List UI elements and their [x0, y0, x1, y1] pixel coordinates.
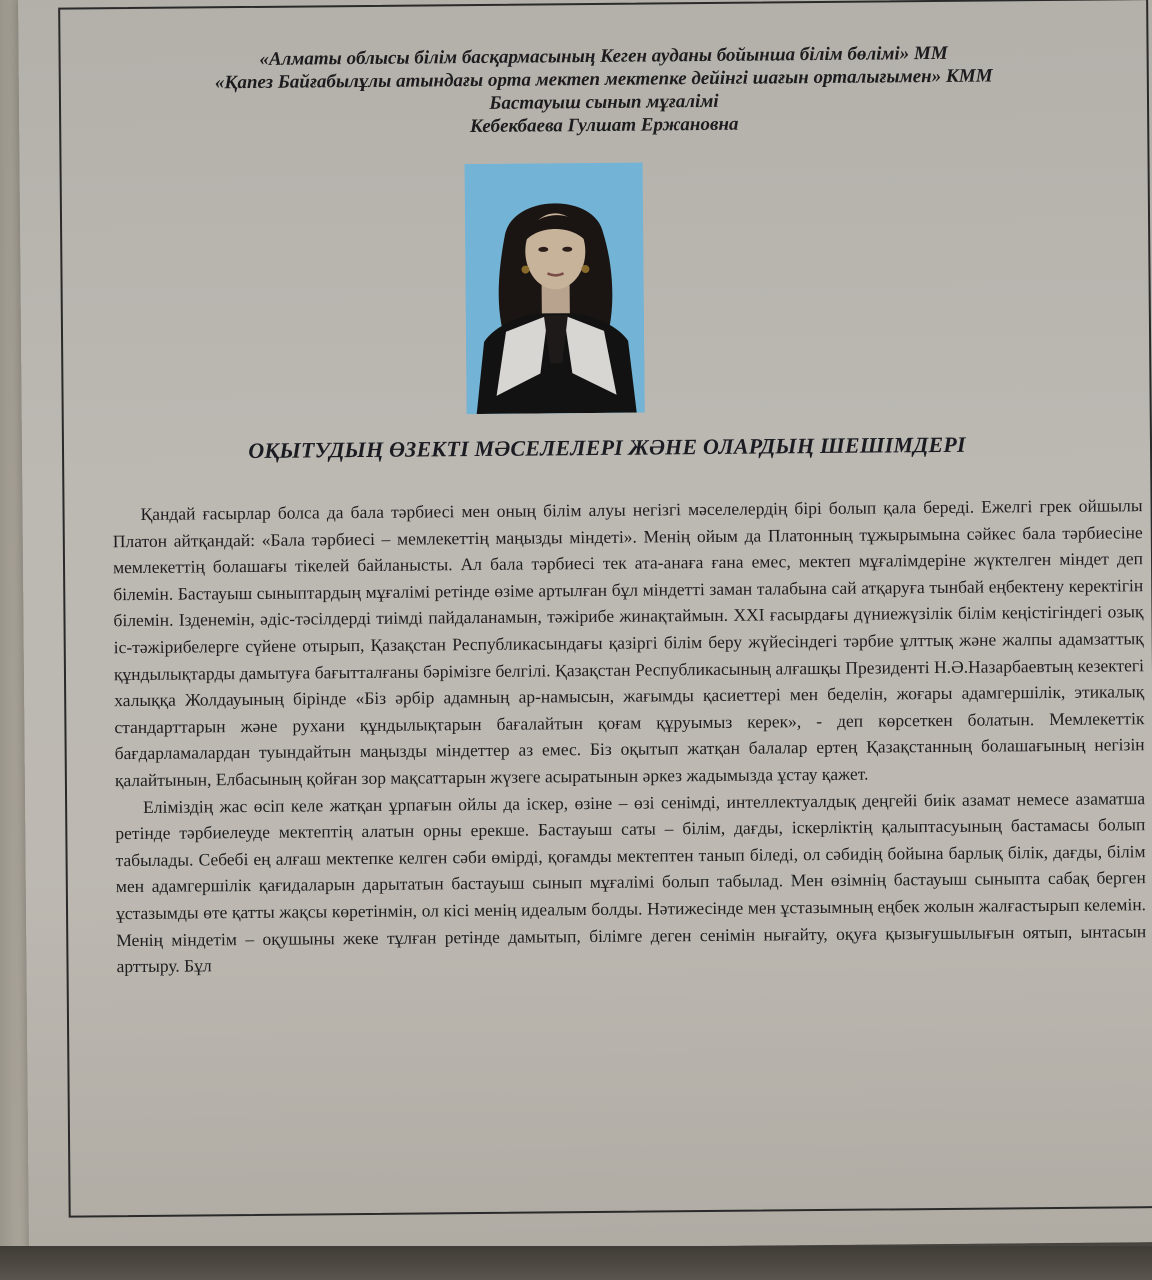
header-organization-line: «Алматы облысы білім басқармасының Кеген ауданы бойынша білім бөлімі» ММ [259, 42, 948, 70]
author-header [59, 40, 1150, 142]
body-paragraph-1: Қандай ғасырлар болса да бала тәрбиесі мен оның білім алуы негізгі мәселелердің бірі болып қала береді. Ежелгі грек ойшылы Платон айтқандай: «Бала тәрбиесі – мемлекеттің маңызды міндеті». Менің ойым да Платонның тұжырымына сәйкес бала тәрбиесіне мемлекеттің болашағы тікелей байланысты. Ал бала тәрбиесі тек ата-анаға ғана емес, мектеп мұғалімдеріне жүктелген міндет деп білемін. Бастауыш сыныптардың мұғалімі ретінде өзіме артылған бұл міндетті заман талабына сай атқаруға тынбай еңбектену керектігін білемін. Ізденемін, әдіс-тәсілдерді тиімді пайдаланамын, тәжірибе жинақтаймын. XXI ғасырдағы дүниежүзілік білім кеңістігіндегі озық іс-тәжірибелерге сүйене отырып, Қазақстан Республикасындағы қазіргі білім беру жүйесіндегі тәрбие ұлттық және жалпы адамзаттық құндылықтарды дамытуға бағытталғаны бәрімізге белгілі. Қазақстан Республикасының алғашқы Президенті Н.Ә.Назарбаевтың кезектегі халыққа Жолдауының бірінде «Біз әрбір адамның ар-намысын, жағымды қасиеттері мен беделін, жоғары адамгершілік, этикалық стандарттарын және рухани құндылықтарын бағалайтын қоғам құруымыз керек», - деп көрсеткен болатын. Мемлекеттік бағдарламалардан туындайтын маңызды міндеттер аз емес. Біз оқытып жатқан балалар ертең Қазақстанның болашағының негізін қалайтынын, Елбасының қойған зор мақсаттарын жүзеге асыратынын әркез жадымызда ұстау қажет. [112, 495, 1145, 791]
page-bottom-shadow [0, 1246, 1152, 1280]
article-title: ОҚЫТУДЫҢ ӨЗЕКТІ МӘСЕЛЕЛЕРІ ЖӘНЕ ОЛАРДЫҢ ШЕШІМДЕРІ [248, 431, 966, 464]
header-author-name: Кебекбаева Гулшат Ержановна [469, 113, 739, 138]
portrait-illustration [465, 163, 645, 415]
book-page [18, 0, 1152, 1252]
article-body [112, 492, 1146, 980]
author-portrait-photo [465, 163, 645, 415]
header-school-line: «Қапез Байғабылұлы атындағы орта мектеп мектепке дейінгі шағын орталығымен» КММ [214, 65, 993, 94]
header-position-line: Бастауыш сынып мұғалімі [489, 90, 719, 114]
body-paragraph-2: Еліміздің жас өсіп келе жатқан ұрпағын ойлы да іскер, өзіне – өзі сенімді, интеллектуалдық деңгейі биік азамат немесе азаматша ретінде тәрбиелеуде мектептің алатын орны ерекше. Бастауыш саты – білім, дағды, іскерліктің қалыптасуының бастамасы болып табылады. Себебі ең алғаш мектепке келген сәби өмірді, қоғамды мектептен танып біледі, ол сәбидің бойына барлық білік, дағды, білім мен адамгершілік қағидаларын дарытатын бастауыш сынып мұғалімі болып табылад. Мен өзімнің бастауыш сыныпта сабақ берген ұстазымды өте қатты жақсы көретінмін, ол кісі менің идеалым болды. Нәтижесінде мен ұстазымның еңбек жолын жалғастырып келемін. Менің міндетім – оқушыны жеке тұлған ретінде дамытып, білімге деген сенімін нығайту, оқуға қызығушылығын оятып, ынтасын арттыру. Бұл [115, 787, 1147, 977]
